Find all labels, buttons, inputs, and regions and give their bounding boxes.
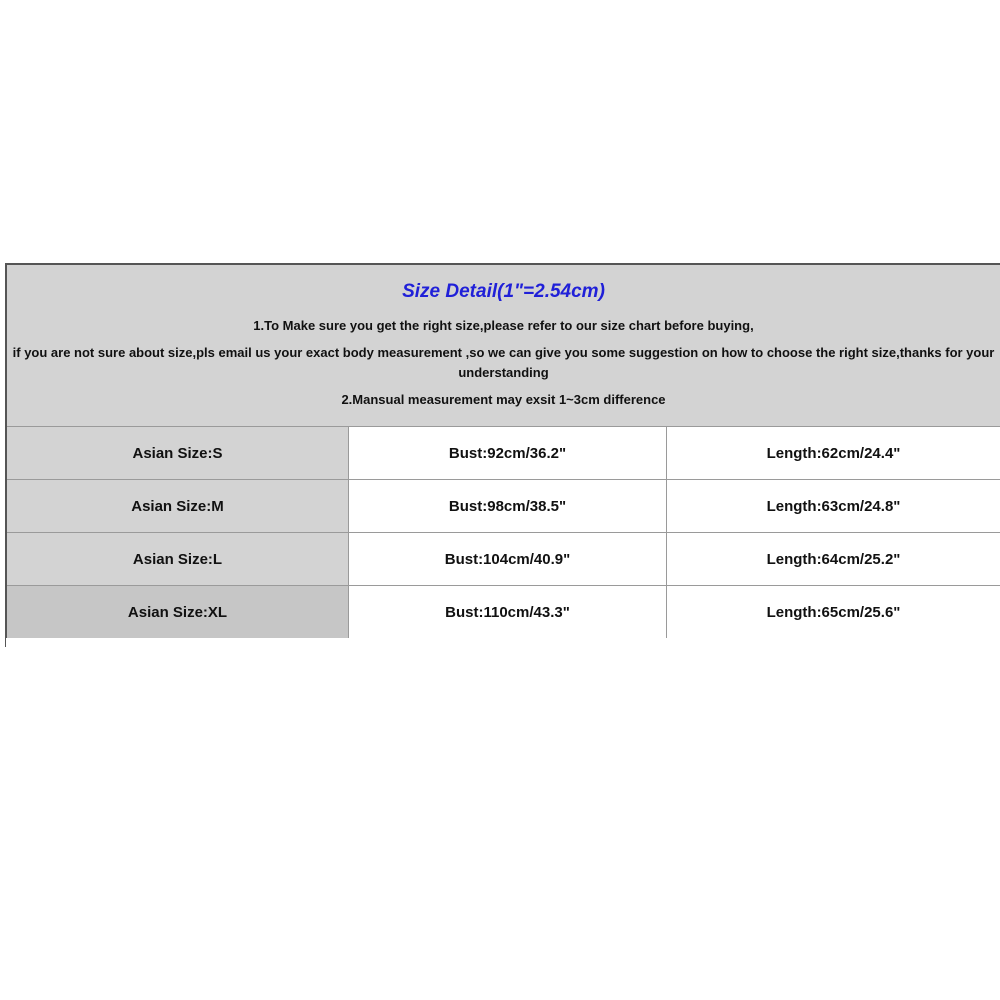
- size-cell: Asian Size:M: [7, 480, 349, 532]
- table-row: [7, 479, 1000, 532]
- length-cell: Length:62cm/24.4": [667, 427, 1000, 479]
- size-cell: Asian Size:XL: [7, 586, 349, 638]
- length-cell: Length:63cm/24.8": [667, 480, 1000, 532]
- size-chart: [5, 263, 1000, 638]
- bust-cell: Bust:98cm/38.5": [349, 480, 667, 532]
- length-cell: Length:64cm/25.2": [667, 533, 1000, 585]
- size-chart-header: [7, 265, 1000, 426]
- size-cell: Asian Size:S: [7, 427, 349, 479]
- border-tick: [5, 638, 6, 647]
- size-cell: Asian Size:L: [7, 533, 349, 585]
- size-note-1: 1.To Make sure you get the right size,please refer to our size chart before buying,: [253, 318, 754, 333]
- bust-cell: Bust:92cm/36.2": [349, 427, 667, 479]
- size-chart-title: Size Detail(1"=2.54cm): [402, 281, 605, 302]
- table-row: [7, 585, 1000, 638]
- size-note-3: 2.Mansual measurement may exsit 1~3cm difference: [341, 392, 666, 407]
- bust-cell: Bust:110cm/43.3": [349, 586, 667, 638]
- table-row: [7, 426, 1000, 479]
- size-note-2: if you are not sure about size,pls email us your exact body measurement ,so we can give you some suggestion on how to choose the right size,thanks for your understanding: [12, 345, 995, 380]
- bust-cell: Bust:104cm/40.9": [349, 533, 667, 585]
- size-table: [7, 426, 1000, 638]
- table-row: [7, 532, 1000, 585]
- length-cell: Length:65cm/25.6": [667, 586, 1000, 638]
